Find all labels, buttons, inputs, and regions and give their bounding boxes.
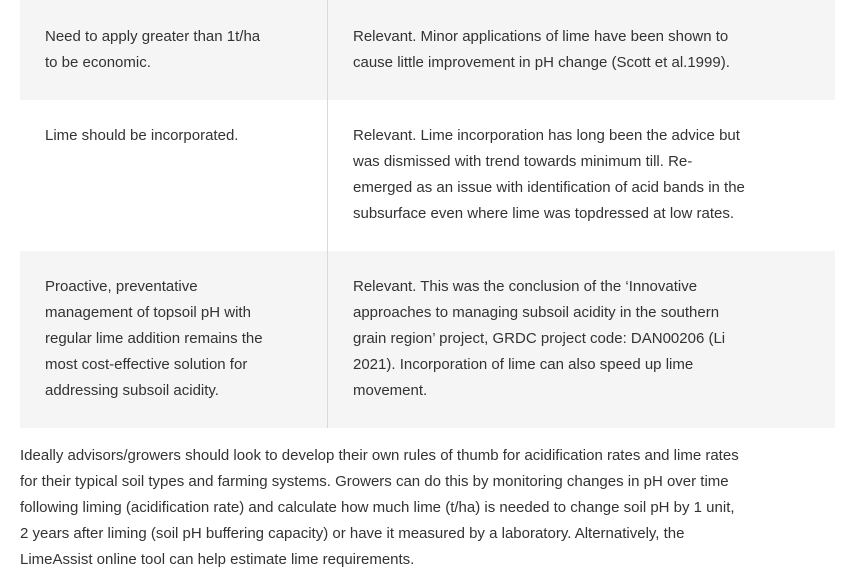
body-paragraph <box>20 443 838 573</box>
table-cell-relevance <box>328 0 835 100</box>
lime-advice-table <box>20 0 835 428</box>
table-cell-relevance <box>328 100 835 251</box>
statement-text: Proactive, preventative management of topsoil pH with regular lime addition remains the most cost-effective solution for addressing subsoil acidity. <box>45 278 263 399</box>
relevance-text: Relevant. Lime incorporation has long been the advice but was dismissed with trend towards minimum till. Re- emerged as an issue with identification of acid bands in the subsurface even where lime was topdressed at low rates. <box>353 127 745 222</box>
statement-text: Lime should be incorporated. <box>45 127 239 144</box>
table-row <box>20 0 835 100</box>
table-row <box>20 100 835 251</box>
relevance-text: Relevant. This was the conclusion of the ‘Innovative approaches to managing subsoil acidity in the southern grain region’ project, GRDC project code: DAN00206 (Li 2021). Incorporation of lime can also speed up lime movement. <box>353 278 726 399</box>
table-cell-statement <box>20 0 328 100</box>
paragraph-text: Ideally advisors/growers should look to develop their own rules of thumb for acidification rates and lime rates for their typical soil types and farming systems. Growers can do this by monitoring changes in pH over time following liming (acidification rate) and calculate how much lime (t/ha) is needed to change soil pH by 1 unit, 2 years after liming (soil pH buffering capacity) or have it measured by a laboratory. Alternatively, the LimeAssist online tool can help estimate lime requirements. <box>20 447 739 568</box>
table-cell-statement <box>20 251 328 428</box>
relevance-text: Relevant. Minor applications of lime have been shown to cause little improvement in pH change (Scott et al.1999). <box>353 28 730 71</box>
table-cell-statement <box>20 100 328 251</box>
statement-text: Need to apply greater than 1t/ha to be economic. <box>45 28 261 71</box>
table-row <box>20 251 835 428</box>
table-cell-relevance <box>328 251 835 428</box>
